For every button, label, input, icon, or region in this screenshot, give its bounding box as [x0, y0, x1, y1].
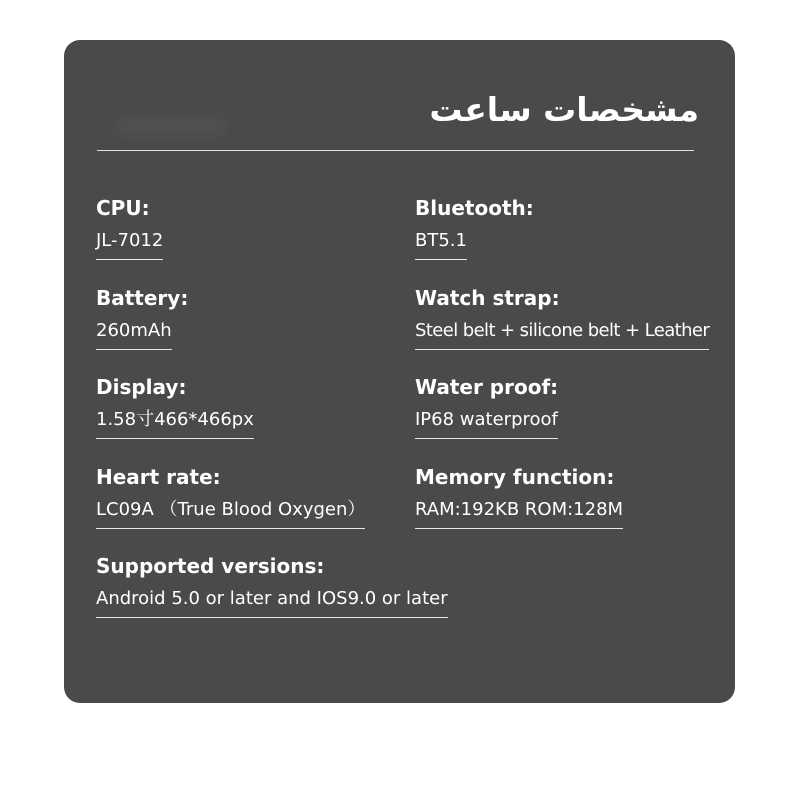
spec-display: [96, 375, 254, 439]
spec-label: Supported versions:: [96, 554, 325, 578]
spec-label: Watch strap:: [415, 286, 560, 310]
spec-card: [64, 40, 735, 703]
spec-label: Bluetooth:: [415, 196, 534, 220]
title-divider: [97, 150, 694, 151]
spec-label: Memory function:: [415, 465, 615, 489]
spec-label: Water proof:: [415, 375, 559, 399]
spec-label: Display:: [96, 375, 187, 399]
spec-label: CPU:: [96, 196, 150, 220]
spec-value: 260mAh: [96, 320, 172, 350]
spec-value: 1.58寸466*466px: [96, 409, 254, 439]
spec-heart-rate: [96, 465, 365, 529]
page-title: مشخصات ساعت: [429, 90, 699, 129]
spec-value: BT5.1: [415, 230, 467, 260]
spec-cpu: [96, 196, 163, 260]
spec-value: Android 5.0 or later and IOS9.0 or later: [96, 588, 448, 618]
spec-value: JL-7012: [96, 230, 163, 260]
spec-watch-strap: [415, 286, 709, 350]
spec-value: LC09A （True Blood Oxygen）: [96, 499, 365, 529]
spec-value: IP68 waterproof: [415, 409, 558, 439]
spec-value: RAM:192KB ROM:128M: [415, 499, 623, 529]
spec-bluetooth: [415, 196, 534, 260]
spec-label: Battery:: [96, 286, 189, 310]
spec-water-proof: [415, 375, 558, 439]
spec-supported-versions: [96, 554, 448, 618]
spec-value: Steel belt + silicone belt + Leather: [415, 320, 709, 350]
spec-memory-function: [415, 465, 623, 529]
spec-battery: [96, 286, 188, 350]
spec-label: Heart rate:: [96, 465, 221, 489]
